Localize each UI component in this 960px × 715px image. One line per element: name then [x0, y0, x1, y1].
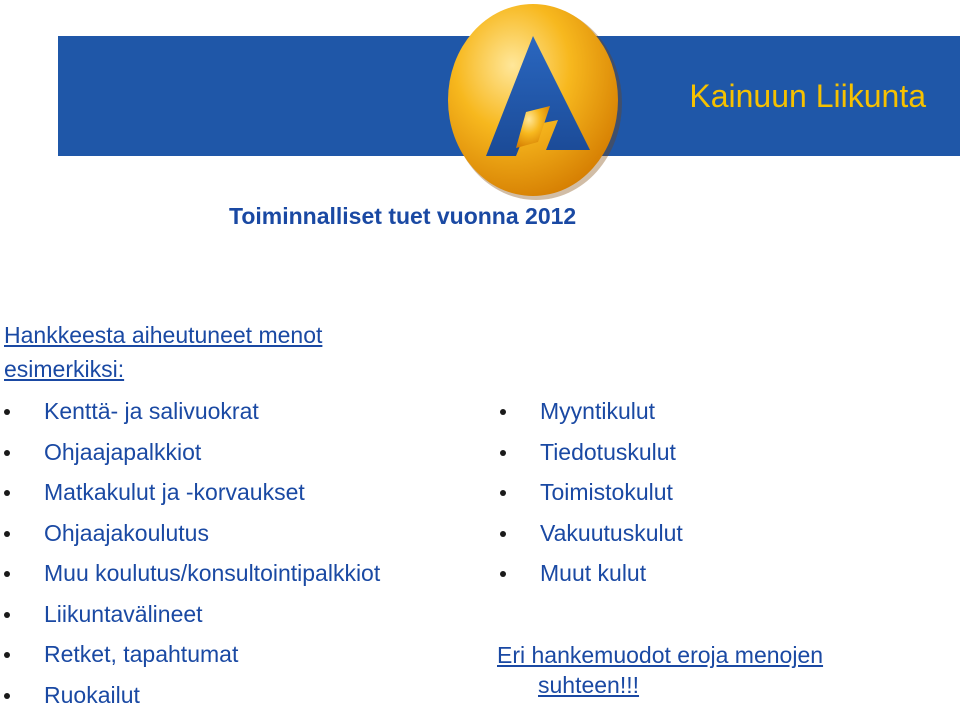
list-item: Retket, tapahtumat — [0, 634, 380, 675]
list-item: Tiedotuskulut — [496, 432, 683, 473]
note-line-1: Eri hankemuodot eroja menojen — [497, 640, 823, 670]
list-item: Ohjaajapalkkiot — [0, 432, 380, 473]
list-item: Muut kulut — [496, 553, 683, 594]
expense-list-right — [496, 391, 683, 594]
list-item: Vakuutuskulut — [496, 513, 683, 554]
list-item: Ohjaajakoulutus — [0, 513, 380, 554]
note-text — [497, 640, 823, 700]
expense-list-left — [0, 391, 380, 715]
list-item: Toimistokulut — [496, 472, 683, 513]
section-heading-line-1: Hankkeesta aiheutuneet menot — [4, 318, 322, 352]
note-line-2: suhteen!!! — [497, 670, 823, 700]
list-item: Muu koulutus/konsultointipalkkiot — [0, 553, 380, 594]
list-item: Myyntikulut — [496, 391, 683, 432]
brand-name: Kainuun Liikunta — [689, 78, 926, 114]
list-item: Ruokailut — [0, 675, 380, 715]
section-heading-line-2: esimerkiksi: — [4, 352, 322, 386]
list-item: Matkakulut ja -korvaukset — [0, 472, 380, 513]
list-item: Kenttä- ja salivuokrat — [0, 391, 380, 432]
list-item: Liikuntavälineet — [0, 594, 380, 635]
section-heading — [4, 318, 322, 386]
slide-title: Toiminnalliset tuet vuonna 2012 — [229, 203, 576, 230]
kainuun-liikunta-logo-icon — [446, 2, 624, 200]
